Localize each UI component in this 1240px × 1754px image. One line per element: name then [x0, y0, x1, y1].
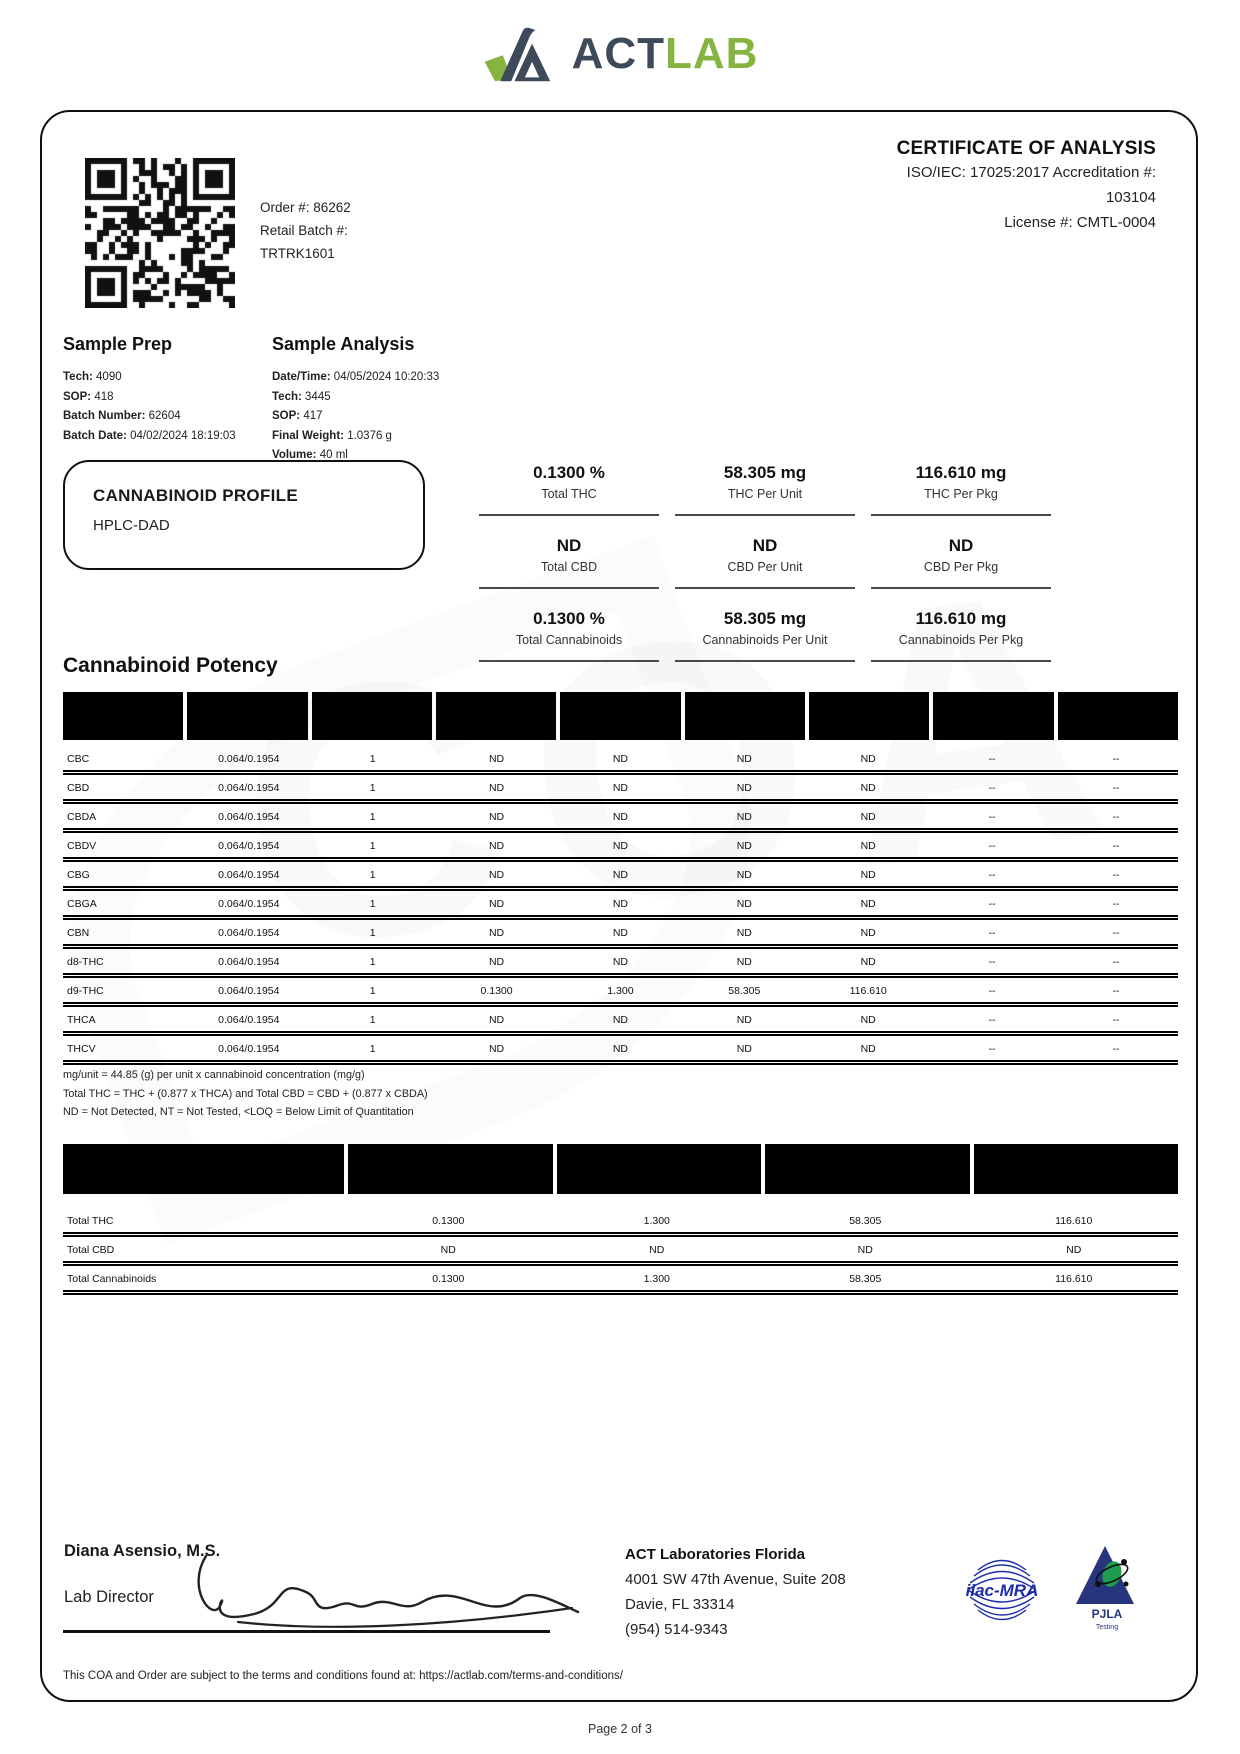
value-cell: 0.064/0.1954: [187, 831, 311, 860]
terms-link[interactable]: https://actlab.com/terms-and-conditions/: [419, 1670, 623, 1682]
lab-director-role: Lab Director: [64, 1588, 154, 1606]
summary-value: 0.1300 %: [533, 609, 605, 628]
logo-lab-text: LAB: [665, 29, 759, 78]
value-cell: ND: [435, 802, 559, 831]
value-cell: 1: [311, 860, 435, 889]
value-cell: ND: [682, 831, 806, 860]
value-cell: ND: [559, 1034, 683, 1063]
value-cell: ND: [806, 831, 930, 860]
summary-label: Total Cannabinoids: [515, 633, 623, 647]
lab-director-name: Diana Asensio, M.S.: [64, 1542, 221, 1560]
value-cell: 0.1300: [344, 1264, 553, 1293]
value-cell: ND: [806, 947, 930, 976]
value-cell: ND: [682, 746, 806, 773]
footnote-line: Total THC = THC + (0.877 x THCA) and Total CBD = CBD + (0.877 x CBDA): [63, 1087, 428, 1100]
value-cell: ND: [559, 802, 683, 831]
value-cell: ND: [970, 1235, 1179, 1264]
value-cell: --: [930, 860, 1054, 889]
summary-value: ND: [556, 536, 582, 555]
actlab-logo-text: [572, 29, 759, 79]
value-cell: --: [930, 889, 1054, 918]
value-cell: ND: [682, 918, 806, 947]
value-cell: ND: [344, 1235, 553, 1264]
value-cell: ND: [806, 773, 930, 802]
value-cell: 0.1300: [344, 1208, 553, 1235]
iso-accreditation-line: ISO/IEC: 17025:2017 Accreditation #:: [906, 164, 1156, 181]
value-cell: --: [930, 802, 1054, 831]
value-cell: 1: [311, 889, 435, 918]
value-cell: ND: [435, 773, 559, 802]
summary-label: THC Per Unit: [727, 487, 803, 501]
value-cell: ND: [806, 860, 930, 889]
value-cell: ND: [682, 802, 806, 831]
field-row: Batch Date: 04/02/2024 18:19:03: [63, 429, 236, 442]
summary-value: 116.610 mg: [915, 463, 1007, 482]
value-cell: ND: [435, 860, 559, 889]
value-cell: ND: [559, 773, 683, 802]
summary-label: Total CBD: [540, 560, 598, 574]
logo-act-text: ACT: [571, 29, 665, 78]
value-cell: ND: [553, 1235, 762, 1264]
svg-text:Testing: Testing: [1095, 1624, 1119, 1631]
value-cell: --: [930, 918, 1054, 947]
lab-phone: (954) 514-9343: [625, 1621, 728, 1638]
summary-value: 0.1300 %: [533, 463, 605, 482]
value-cell: 0.064/0.1954: [187, 1034, 311, 1063]
field-row: Tech: 3445: [272, 390, 331, 403]
value-cell: ND: [559, 889, 683, 918]
value-cell: 1: [311, 802, 435, 831]
value-cell: 1.300: [553, 1264, 762, 1293]
value-cell: 0.064/0.1954: [187, 802, 311, 831]
svg-text:PJLA: PJLA: [1091, 1607, 1123, 1621]
value-cell: 116.610: [806, 976, 930, 1005]
sample-analysis-title: Sample Analysis: [272, 334, 415, 354]
value-cell: ND: [761, 1235, 970, 1264]
actlab-logo-icon: [482, 24, 560, 84]
value-cell: --: [1054, 1005, 1178, 1034]
value-cell: ND: [435, 947, 559, 976]
retail-batch-value: TRTRK1601: [260, 246, 335, 261]
value-cell: ND: [682, 889, 806, 918]
value-cell: ND: [435, 1005, 559, 1034]
analyte-cell: d9-THC: [63, 976, 187, 1005]
value-cell: 0.064/0.1954: [187, 947, 311, 976]
value-cell: --: [1054, 746, 1178, 773]
analysis-method: HPLC-DAD: [93, 517, 170, 534]
value-cell: ND: [682, 1034, 806, 1063]
value-cell: ND: [682, 1005, 806, 1034]
value-cell: ND: [435, 918, 559, 947]
value-cell: 116.610: [970, 1208, 1179, 1235]
value-cell: ND: [806, 889, 930, 918]
value-cell: --: [1054, 773, 1178, 802]
value-cell: --: [930, 1005, 1054, 1034]
analyte-cell: CBGA: [63, 889, 187, 918]
summary-label: Total THC: [541, 487, 597, 501]
field-row: Tech: 4090: [63, 371, 122, 383]
value-cell: ND: [682, 860, 806, 889]
value-cell: 0.1300: [435, 976, 559, 1005]
value-cell: ND: [559, 831, 683, 860]
value-cell: 0.064/0.1954: [187, 1005, 311, 1034]
page-number: Page 2 of 3: [588, 1722, 652, 1736]
value-cell: 116.610: [970, 1264, 1179, 1293]
cannabinoid-profile-title: CANNABINOID PROFILE: [93, 486, 298, 505]
value-cell: --: [930, 746, 1054, 773]
lab-name: ACT Laboratories Florida: [625, 1546, 806, 1563]
analyte-cell: THCA: [63, 1005, 187, 1034]
value-cell: 1: [311, 1034, 435, 1063]
analyte-cell: CBC: [63, 746, 187, 773]
svg-text:ilac-MRA: ilac-MRA: [965, 1581, 1039, 1600]
value-cell: --: [930, 947, 1054, 976]
summary-label: Cannabinoids Per Unit: [702, 633, 828, 647]
value-cell: ND: [806, 746, 930, 773]
value-cell: --: [1054, 918, 1178, 947]
value-cell: 1: [311, 1005, 435, 1034]
value-cell: --: [1054, 860, 1178, 889]
value-cell: 1.300: [559, 976, 683, 1005]
value-cell: 1: [311, 918, 435, 947]
actlab-logo: [0, 24, 1240, 84]
value-cell: ND: [806, 918, 930, 947]
field-row: Batch Number: 62604: [63, 410, 181, 422]
value-cell: 1: [311, 773, 435, 802]
value-cell: --: [930, 773, 1054, 802]
analyte-cell: Total Cannabinoids: [63, 1264, 344, 1293]
analyte-cell: d8-THC: [63, 947, 187, 976]
value-cell: 1: [311, 831, 435, 860]
field-row: SOP: 417: [272, 410, 323, 422]
value-cell: ND: [435, 746, 559, 773]
value-cell: 1.300: [553, 1208, 762, 1235]
analyte-cell: THCV: [63, 1034, 187, 1063]
value-cell: 0.064/0.1954: [187, 773, 311, 802]
analyte-cell: CBDA: [63, 802, 187, 831]
value-cell: ND: [435, 831, 559, 860]
summary-value: ND: [752, 536, 778, 555]
summary-label: Cannabinoids Per Pkg: [898, 633, 1024, 647]
value-cell: ND: [435, 1034, 559, 1063]
signature-icon: [168, 1548, 588, 1628]
summary-label: CBD Per Pkg: [923, 560, 999, 574]
value-cell: 0.064/0.1954: [187, 918, 311, 947]
footnote-line: mg/unit = 44.85 (g) per unit x cannabinoid concentration (mg/g): [63, 1069, 365, 1081]
summary-value: 116.610 mg: [915, 609, 1007, 628]
analyte-cell: CBN: [63, 918, 187, 947]
value-cell: 1: [311, 746, 435, 773]
analyte-cell: CBD: [63, 773, 187, 802]
field-row: Volume: 40 ml: [272, 449, 348, 461]
value-cell: 58.305: [682, 976, 806, 1005]
order-number: Order #: 86262: [260, 200, 351, 215]
certificate-title: CERTIFICATE OF ANALYSIS: [896, 138, 1156, 159]
summary-label: THC Per Pkg: [924, 487, 998, 501]
value-cell: 1: [311, 976, 435, 1005]
certificate-border-box: [40, 110, 1198, 1702]
lab-address-line: Davie, FL 33314: [625, 1596, 735, 1613]
value-cell: 0.064/0.1954: [187, 889, 311, 918]
value-cell: --: [930, 1034, 1054, 1063]
terms-text: This COA and Order are subject to the terms and conditions found at:: [63, 1670, 420, 1682]
value-cell: ND: [806, 1005, 930, 1034]
value-cell: ND: [806, 1034, 930, 1063]
lab-address-line: 4001 SW 47th Avenue, Suite 208: [625, 1571, 846, 1588]
value-cell: ND: [435, 889, 559, 918]
license-number: License #: CMTL-0004: [1004, 214, 1156, 231]
value-cell: 0.064/0.1954: [187, 746, 311, 773]
value-cell: 58.305: [761, 1208, 970, 1235]
value-cell: --: [1054, 976, 1178, 1005]
retail-batch-label: Retail Batch #:: [260, 223, 348, 238]
value-cell: --: [1054, 1034, 1178, 1063]
analyte-cell: Total THC: [63, 1208, 344, 1235]
value-cell: ND: [559, 1005, 683, 1034]
summary-value: 58.305 mg: [723, 463, 807, 482]
value-cell: ND: [559, 918, 683, 947]
cannabinoid-potency-title: Cannabinoid Potency: [63, 654, 278, 677]
analyte-cell: CBDV: [63, 831, 187, 860]
value-cell: ND: [559, 947, 683, 976]
value-cell: 0.064/0.1954: [187, 976, 311, 1005]
summary-value: 58.305 mg: [723, 609, 807, 628]
value-cell: ND: [559, 746, 683, 773]
value-cell: --: [930, 976, 1054, 1005]
value-cell: --: [1054, 889, 1178, 918]
analyte-cell: Total CBD: [63, 1235, 344, 1264]
value-cell: --: [1054, 831, 1178, 860]
field-row: Date/Time: 04/05/2024 10:20:33: [272, 371, 440, 383]
value-cell: ND: [682, 773, 806, 802]
value-cell: ND: [682, 947, 806, 976]
value-cell: 58.305: [761, 1264, 970, 1293]
summary-label: CBD Per Unit: [727, 560, 803, 574]
sample-prep-title: Sample Prep: [63, 334, 173, 354]
value-cell: --: [1054, 802, 1178, 831]
value-cell: 0.064/0.1954: [187, 860, 311, 889]
analyte-cell: CBG: [63, 860, 187, 889]
value-cell: --: [1054, 947, 1178, 976]
value-cell: ND: [559, 860, 683, 889]
footnote-line: ND = Not Detected, NT = Not Tested, <LOQ = Below Limit of Quantitation: [63, 1106, 414, 1118]
field-row: Final Weight: 1.0376 g: [272, 429, 392, 442]
value-cell: 1: [311, 947, 435, 976]
value-cell: ND: [806, 802, 930, 831]
field-row: SOP: 418: [63, 390, 114, 403]
value-cell: --: [930, 831, 1054, 860]
summary-value: ND: [948, 536, 974, 555]
accreditation-number: 103104: [1105, 189, 1156, 206]
